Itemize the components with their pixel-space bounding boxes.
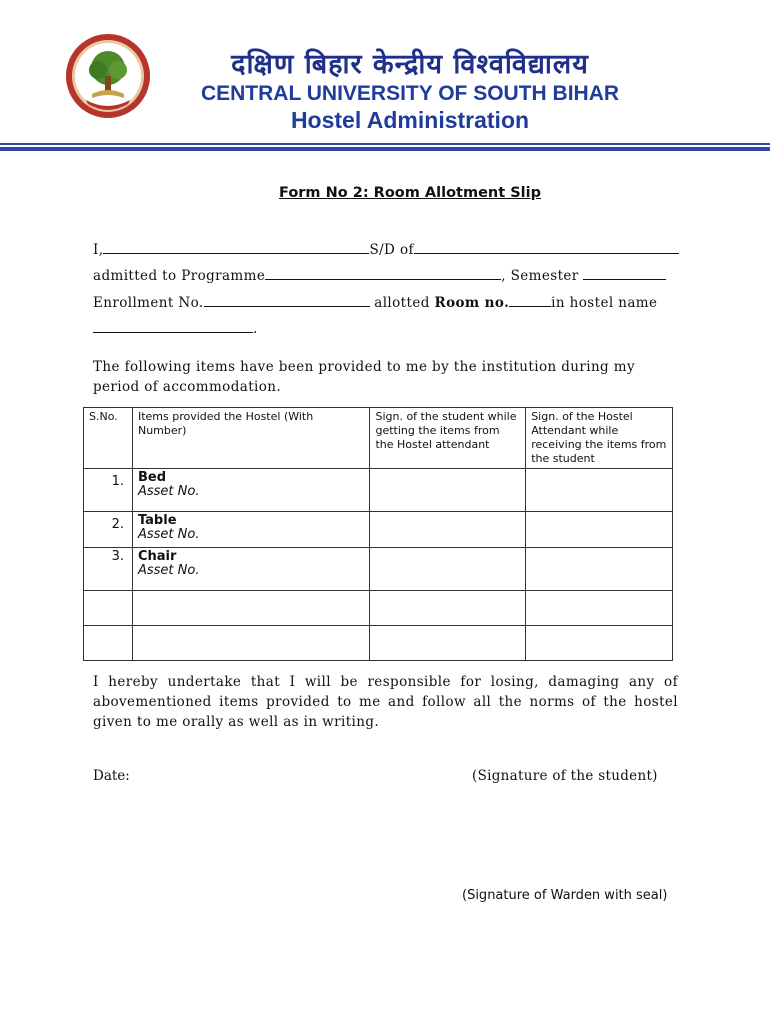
- letterhead: [0, 0, 770, 150]
- programme-blank[interactable]: [265, 267, 501, 280]
- name-prefix: I,: [93, 242, 104, 258]
- sign-student-cell[interactable]: [370, 548, 526, 591]
- row-item: [132, 548, 370, 591]
- undertaking-paragraph: I hereby undertake that I will be responsible for losing, damaging any of abovementioned items provided to me and follow all the norms of the hostel given to me orally as well as in writing.: [93, 674, 678, 730]
- row-sno: 1.: [84, 469, 133, 512]
- sign-student-cell[interactable]: [370, 512, 526, 548]
- sign-student-cell[interactable]: [370, 469, 526, 512]
- header-divider: [0, 143, 770, 145]
- sd-label: S/D of: [369, 242, 414, 258]
- form-line-name: [93, 241, 679, 258]
- items-table: [83, 407, 673, 661]
- name-blank[interactable]: [103, 241, 369, 254]
- empty-cell[interactable]: [370, 626, 526, 661]
- hostel-name-blank[interactable]: [93, 320, 253, 333]
- header-sno: S.No.: [84, 408, 133, 469]
- header-divider-thick: [0, 147, 770, 151]
- empty-cell[interactable]: [84, 591, 133, 626]
- item-name: Table: [137, 513, 177, 528]
- asset-label: Asset No.: [137, 563, 200, 578]
- programme-label: admitted to Programme: [93, 268, 266, 284]
- item-name: Chair: [137, 549, 177, 564]
- header-sign-student: Sign. of the student while getting the items from the Hostel attendant: [370, 408, 526, 469]
- sign-attendant-cell[interactable]: [526, 548, 673, 591]
- student-signature-label: (Signature of the student): [472, 768, 658, 784]
- date-label: Date:: [93, 768, 130, 784]
- room-label: Room no.: [434, 295, 510, 311]
- table-row: [84, 469, 673, 512]
- warden-signature-label: (Signature of Warden with seal): [462, 888, 668, 903]
- form-line-enrollment: [93, 294, 657, 311]
- room-blank[interactable]: [509, 294, 551, 307]
- header-items: Items provided the Hostel (With Number): [132, 408, 370, 469]
- form-title: Form No 2: Room Allotment Slip: [279, 185, 541, 201]
- line-end: .: [253, 321, 258, 337]
- department-name: Hostel Administration: [290, 107, 530, 133]
- enrollment-blank[interactable]: [204, 294, 370, 307]
- sign-attendant-cell[interactable]: [526, 469, 673, 512]
- enrollment-label: Enrollment No.: [93, 295, 204, 311]
- intro-paragraph: The following items have been provided to me by the institution during my period of accommodation.: [93, 359, 636, 395]
- item-name: Bed: [137, 470, 166, 485]
- empty-cell[interactable]: [526, 591, 673, 626]
- row-sno: 3.: [84, 548, 133, 591]
- table-row-empty: [84, 626, 673, 661]
- empty-cell[interactable]: [370, 591, 526, 626]
- university-seal-icon: [64, 32, 152, 120]
- semester-blank[interactable]: [583, 267, 666, 280]
- empty-cell[interactable]: [132, 591, 370, 626]
- semester-label: , Semester: [501, 268, 579, 284]
- table-header-row: [84, 408, 673, 469]
- row-item: [132, 469, 370, 512]
- empty-cell[interactable]: [132, 626, 370, 661]
- hostel-label: in hostel name: [551, 295, 658, 311]
- allotted-label: allotted: [374, 295, 430, 311]
- form-line-programme: [93, 267, 666, 284]
- row-item: [132, 512, 370, 548]
- parent-name-blank[interactable]: [414, 241, 679, 254]
- empty-cell[interactable]: [526, 626, 673, 661]
- asset-label: Asset No.: [137, 527, 200, 542]
- asset-label: Asset No.: [137, 484, 200, 499]
- university-name: CENTRAL UNIVERSITY OF SOUTH BIHAR: [200, 82, 620, 105]
- header-sign-attendant: Sign. of the Hostel Attendant while receiving the items from the student: [526, 408, 673, 469]
- table-row: [84, 548, 673, 591]
- row-sno: 2.: [84, 512, 133, 548]
- empty-cell[interactable]: [84, 626, 133, 661]
- hindi-university-name: दक्षिण बिहार केन्द्रीय विश्वविद्यालय: [231, 49, 589, 80]
- table-row: [84, 512, 673, 548]
- table-row-empty: [84, 591, 673, 626]
- form-line-hostel: [93, 320, 258, 337]
- sign-attendant-cell[interactable]: [526, 512, 673, 548]
